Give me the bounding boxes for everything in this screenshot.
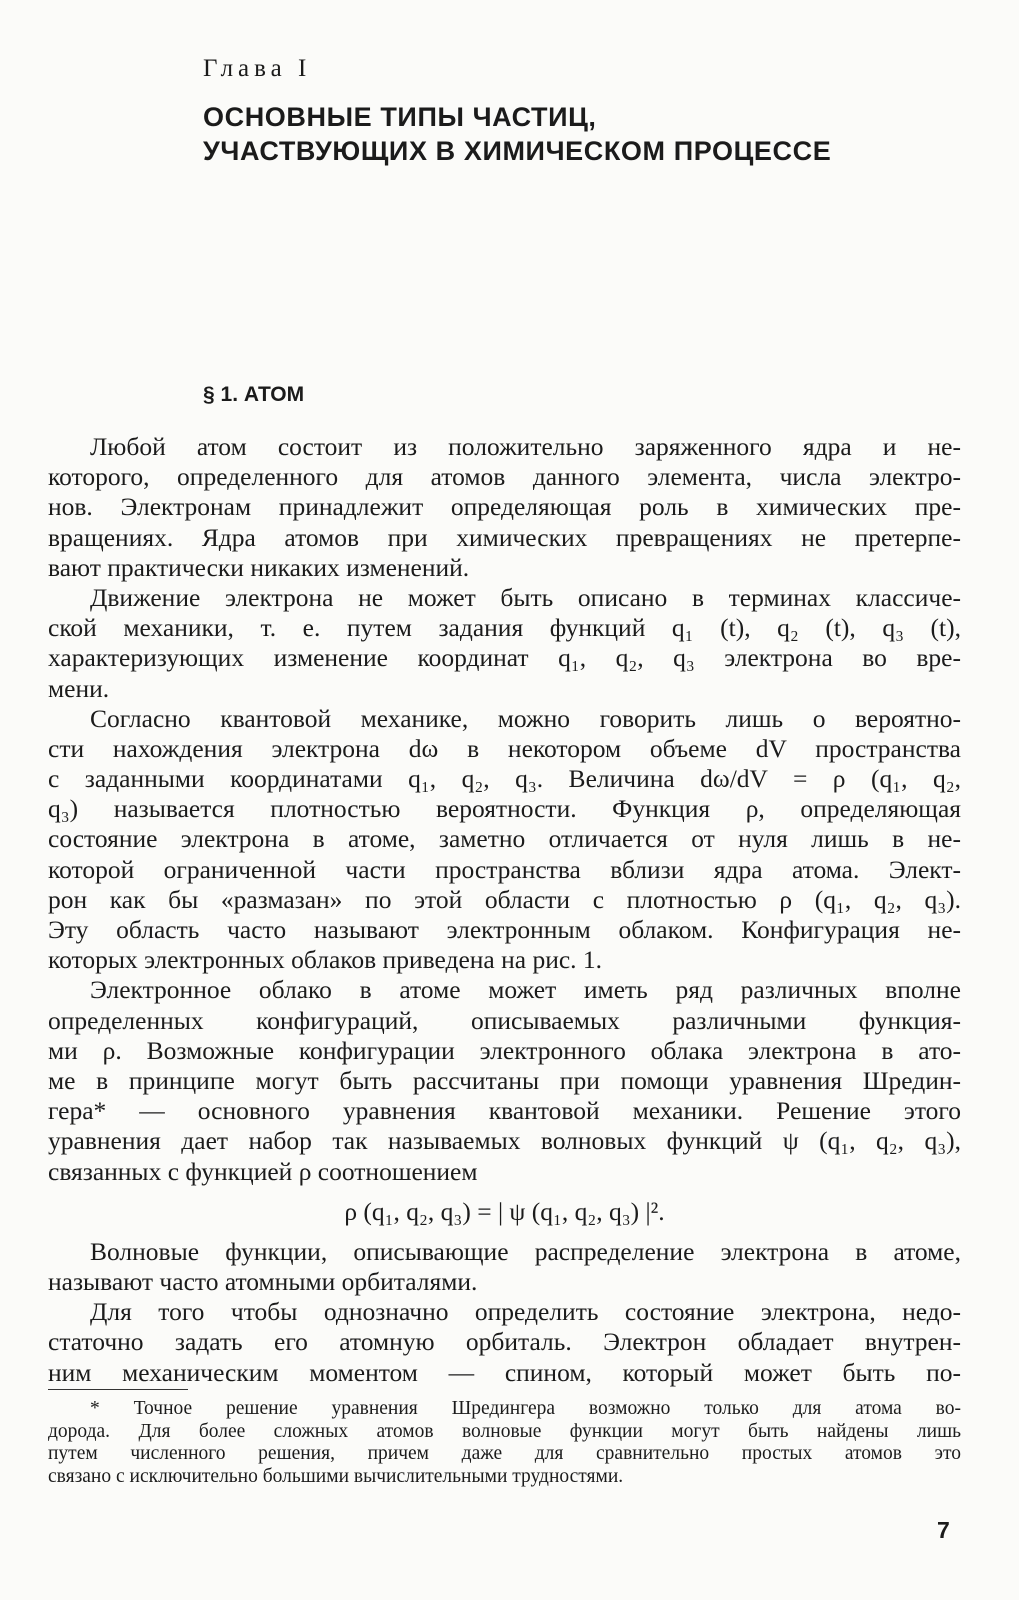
paragraph: [48, 704, 961, 976]
text-line: мени.: [48, 673, 110, 703]
text-line: состояние электрона в атоме, заметно отличается от нуля лишь в не-: [48, 824, 961, 854]
text-line: ской механики, т. е. путем задания функций q₁ (t), q₂ (t), q₃ (t),: [48, 613, 961, 643]
text-line: определенных конфигураций, описываемых различными функция-: [48, 1005, 961, 1035]
text-line: называют часто атомными орбиталями.: [48, 1267, 478, 1297]
text-line: вают практически никаких изменений.: [48, 552, 470, 582]
paragraph: [48, 1297, 961, 1388]
footnote-line: * Точное решение уравнения Шредингера возможно только для атома во-: [90, 1398, 961, 1419]
text-line: связанных с функцией ρ соотношением: [48, 1156, 478, 1186]
text-line: ме в принципе могут быть рассчитаны при помощи уравнения Шредин-: [48, 1065, 961, 1095]
chapter-title: [203, 100, 963, 168]
text-line: которого, определенного для атомов данного элемента, числа электро-: [48, 462, 961, 492]
text-line: q₃) называется плотностью вероятности. Функция ρ, определяющая: [48, 794, 961, 824]
text-line: ми ρ. Возможные конфигурации электронного облака электрона в ато-: [48, 1035, 961, 1065]
text-line: вращениях. Ядра атомов при химических превращениях не претерпе-: [48, 522, 961, 552]
text-line: Согласно квантовой механике, можно говорить лишь о вероятно-: [90, 703, 961, 733]
text-line: Электронное облако в атоме может иметь ряд различных вполне: [90, 975, 961, 1005]
section-heading: § 1. АТОМ: [203, 383, 305, 406]
footnote-divider: [48, 1389, 188, 1390]
text-line: которых электронных облаков приведена на рис. 1.: [48, 945, 603, 975]
text-line: которой ограниченной части пространства вблизи ядра атома. Элект-: [48, 854, 961, 884]
paragraph: [48, 432, 961, 583]
equation: ρ (q₁, q₂, q₃) = | ψ (q₁, q₂, q₃) |².: [344, 1196, 665, 1226]
text-line: уравнения дает набор так называемых волновых функций ψ (q₁, q₂, q₃),: [48, 1126, 961, 1156]
footnote: [48, 1398, 961, 1488]
text-line: характеризующих изменение координат q₁, q₂, q₃ электрона во вре-: [48, 643, 961, 673]
paragraph: [48, 583, 961, 704]
footnote-line: связано с исключительно большими вычислительными трудностями.: [48, 1465, 624, 1487]
chapter-title-line: УЧАСТВУЮЩИХ В ХИМИЧЕСКОМ ПРОЦЕССЕ: [203, 136, 832, 166]
text-line: Любой атом состоит из положительно заряженного ядра и не-: [90, 432, 961, 461]
text-line: Волновые функции, описывающие распределение электрона в атоме,: [90, 1236, 961, 1266]
text-line: ним механическим моментом — спином, который может быть по-: [48, 1357, 961, 1387]
text-line: сти нахождения электрона dω в некотором объеме dV пространства: [48, 733, 961, 763]
paragraph: [48, 1237, 961, 1297]
text-line: рон как бы «размазан» по этой области с плотностью ρ (q₁, q₂, q₃).: [48, 884, 961, 914]
body-text: [48, 432, 961, 1388]
footnote-line: дорода. Для более сложных атомов волновые функции могут быть найдены лишь: [48, 1420, 961, 1442]
paragraph: [48, 975, 961, 1186]
text-line: нов. Электронам принадлежит определяющая роль в химических пре-: [48, 492, 961, 522]
footnote-line: путем численного решения, причем даже для сравнительно простых атомов это: [48, 1443, 961, 1464]
text-line: с заданными координатами q₁, q₂, q₃. Величина dω/dV = ρ (q₁, q₂,: [48, 764, 961, 794]
text-line: Движение электрона не может быть описано в терминах классиче-: [90, 582, 961, 612]
text-line: Эту область часто называют электронным облаком. Конфигурация не-: [48, 915, 961, 944]
chapter-label: Глава I: [203, 55, 312, 82]
chapter-title-line: ОСНОВНЫЕ ТИПЫ ЧАСТИЦ,: [203, 102, 597, 132]
page-number: 7: [937, 1517, 950, 1543]
text-line: Для того чтобы однозначно определить состояние электрона, недо-: [90, 1297, 961, 1327]
text-line: статочно задать его атомную орбиталь. Электрон обладает внутрен-: [48, 1327, 961, 1357]
text-line: гера* — основного уравнения квантовой механики. Решение этого: [48, 1096, 961, 1126]
